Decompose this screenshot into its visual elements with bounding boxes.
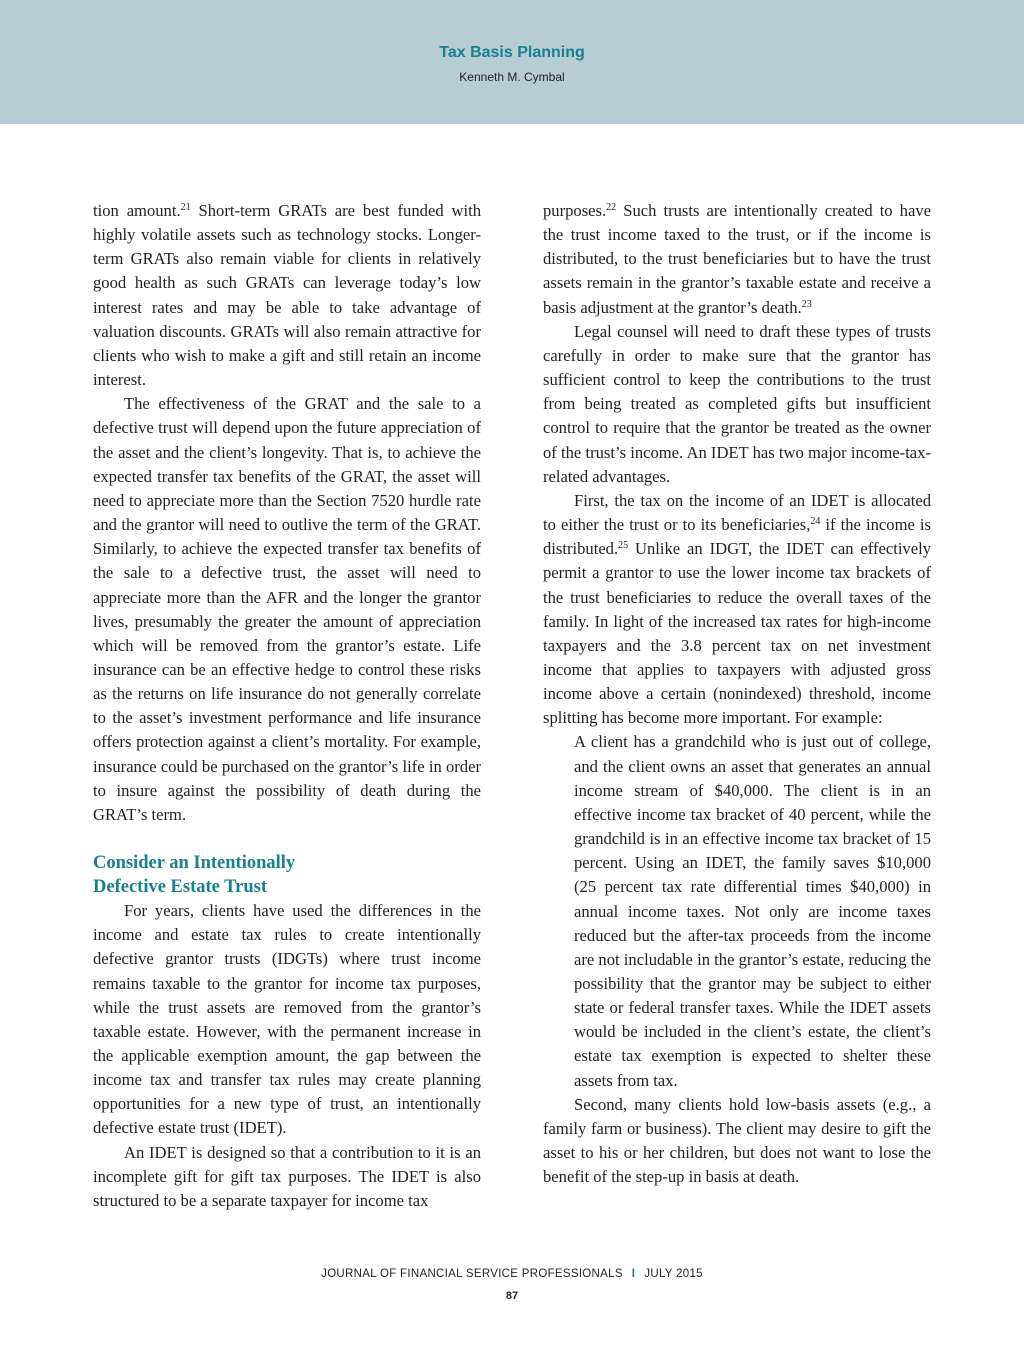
header-band bbox=[0, 0, 1024, 124]
page-number: 87 bbox=[505, 1290, 519, 1302]
issue-date: JULY 2015 bbox=[644, 1268, 703, 1280]
paragraph: For years, clients have used the differences in the income and estate tax rules to create intentionally defective grantor trusts (IDGTs) where trust income remains taxable to the grantor for income tax purposes, while the trust assets are removed from the grantor’s taxable estate. However, with the permanent increase in the applicable exemption amount, the gap between the income tax and transfer tax rules may create planning opportunities for a new type of trust, an intentionally defective estate trust (IDET). bbox=[93, 901, 481, 1138]
footnote-ref: 21 bbox=[180, 202, 191, 213]
running-title: Tax Basis Planning bbox=[439, 44, 585, 61]
left-column bbox=[93, 199, 481, 1213]
example-block: A client has a grandchild who is just out of college, and the client owns an asset that generates an annual income stream of $40,000. The client is in an effective income tax bracket of 40 percent, while the grandchild is in an effective income tax bracket of 15 percent. Using an IDET, the family saves $10,000 (25 percent tax rate differential times $40,000) in annual income taxes. Not only are income taxes reduced but the after-tax proceeds from the income are not includable in the grantor’s estate, reducing the possibility that the grantor may be subject to either state or federal transfer taxes. While the IDET assets would be included in the client’s estate, the client’s estate tax exemption is expected to shelter these assets from tax. bbox=[574, 732, 931, 1090]
footer-separator: I bbox=[631, 1268, 636, 1280]
paragraph: Legal counsel will need to draft these types of trusts carefully in order to make sure that the grantor has sufficient control to keep the contributions to the trust from being treated as completed gifts but insufficient control to require that the grantor be treated as the owner of the trust’s income. An IDET has two major income-tax-related advantages. bbox=[543, 321, 931, 486]
paragraph: An IDET is designed so that a contribution to it is an incomplete gift for gift tax purposes. The IDET is also structured to be a separate taxpayer for income tax bbox=[93, 1142, 481, 1210]
footnote-ref: 25 bbox=[618, 540, 629, 552]
right-column bbox=[543, 199, 931, 1189]
paragraph: Second, many clients hold low-basis assets (e.g., a family farm or business). The client may desire to gift the asset to his or her children, but does not want to lose the benefit of the step-up in basis at death. bbox=[543, 1094, 931, 1187]
journal-name: JOURNAL OF FINANCIAL SERVICE PROFESSIONALS bbox=[321, 1268, 623, 1280]
paragraph: The effectiveness of the GRAT and the sale to a defective trust will depend upon the future appreciation of the asset and the client’s longevity. That is, to achieve the expected transfer tax benefits of the GRAT, the asset will need to appreciate more than the Section 7520 hurdle rate and the grantor will need to outlive the term of the GRAT. Similarly, to achieve the expected transfer tax benefits of the sale to a defective trust, the asset will need to appreciate more than the AFR and the longer the grantor lives, presumably the greater the amount of appreciation which will be removed from the grantor’s estate. Life insurance can be an effective hedge to control these risks as the returns on life insurance do not generally correlate to the asset’s investment performance and life insurance offers protection against a client’s mortality. For example, insurance could be purchased on the grantor’s life in order to insure against the possibility of death during the GRAT’s term. bbox=[93, 394, 481, 824]
footnote-ref: 23 bbox=[801, 298, 812, 310]
running-author: Kenneth M. Cymbal bbox=[459, 70, 565, 84]
footnote-ref: 22 bbox=[606, 202, 617, 213]
footer-journal-line bbox=[0, 1268, 1024, 1280]
paragraph: purposes.$^{22}$ Such trusts are intentionally created to have the trust income taxed to the trust, or if the income is distributed, to the trust beneficiaries but to have the trust assets remain in the grantor’s taxable estate and receive a basis adjustment at the grantor’s death.$^{23}$ bbox=[543, 201, 931, 317]
section-heading: Consider an Intentionally Defective Estate Trust bbox=[93, 853, 296, 898]
paragraph: First, the tax on the income of an IDET is allocated to either the trust or to its beneficiaries,$^{24}$ if the income is distributed.$^{25}$ Unlike an IDGT, the IDET can effectively permit a grantor to use the lower income tax brackets of the trust beneficiaries to reduce the overall taxes of the family. In light of the increased tax rates for high-income taxpayers and the 3.8 percent tax on net investment income that applies to taxpayers with adjusted gross income above a certain (nonindexed) threshold, income splitting has become more important. For example: bbox=[543, 490, 931, 728]
paragraph: tion amount.$^{21}$ Short-term GRATs are best funded with highly volatile assets such as technology stocks. Longer-term GRATs also remain viable for clients in relatively good health as such GRATs can leverage today’s low interest rates and may be able to take advantage of valuation discounts. GRATs will also remain attractive for clients who wish to make a gift and still retain an income interest. bbox=[93, 201, 481, 390]
footnote-ref: 24 bbox=[810, 516, 821, 528]
